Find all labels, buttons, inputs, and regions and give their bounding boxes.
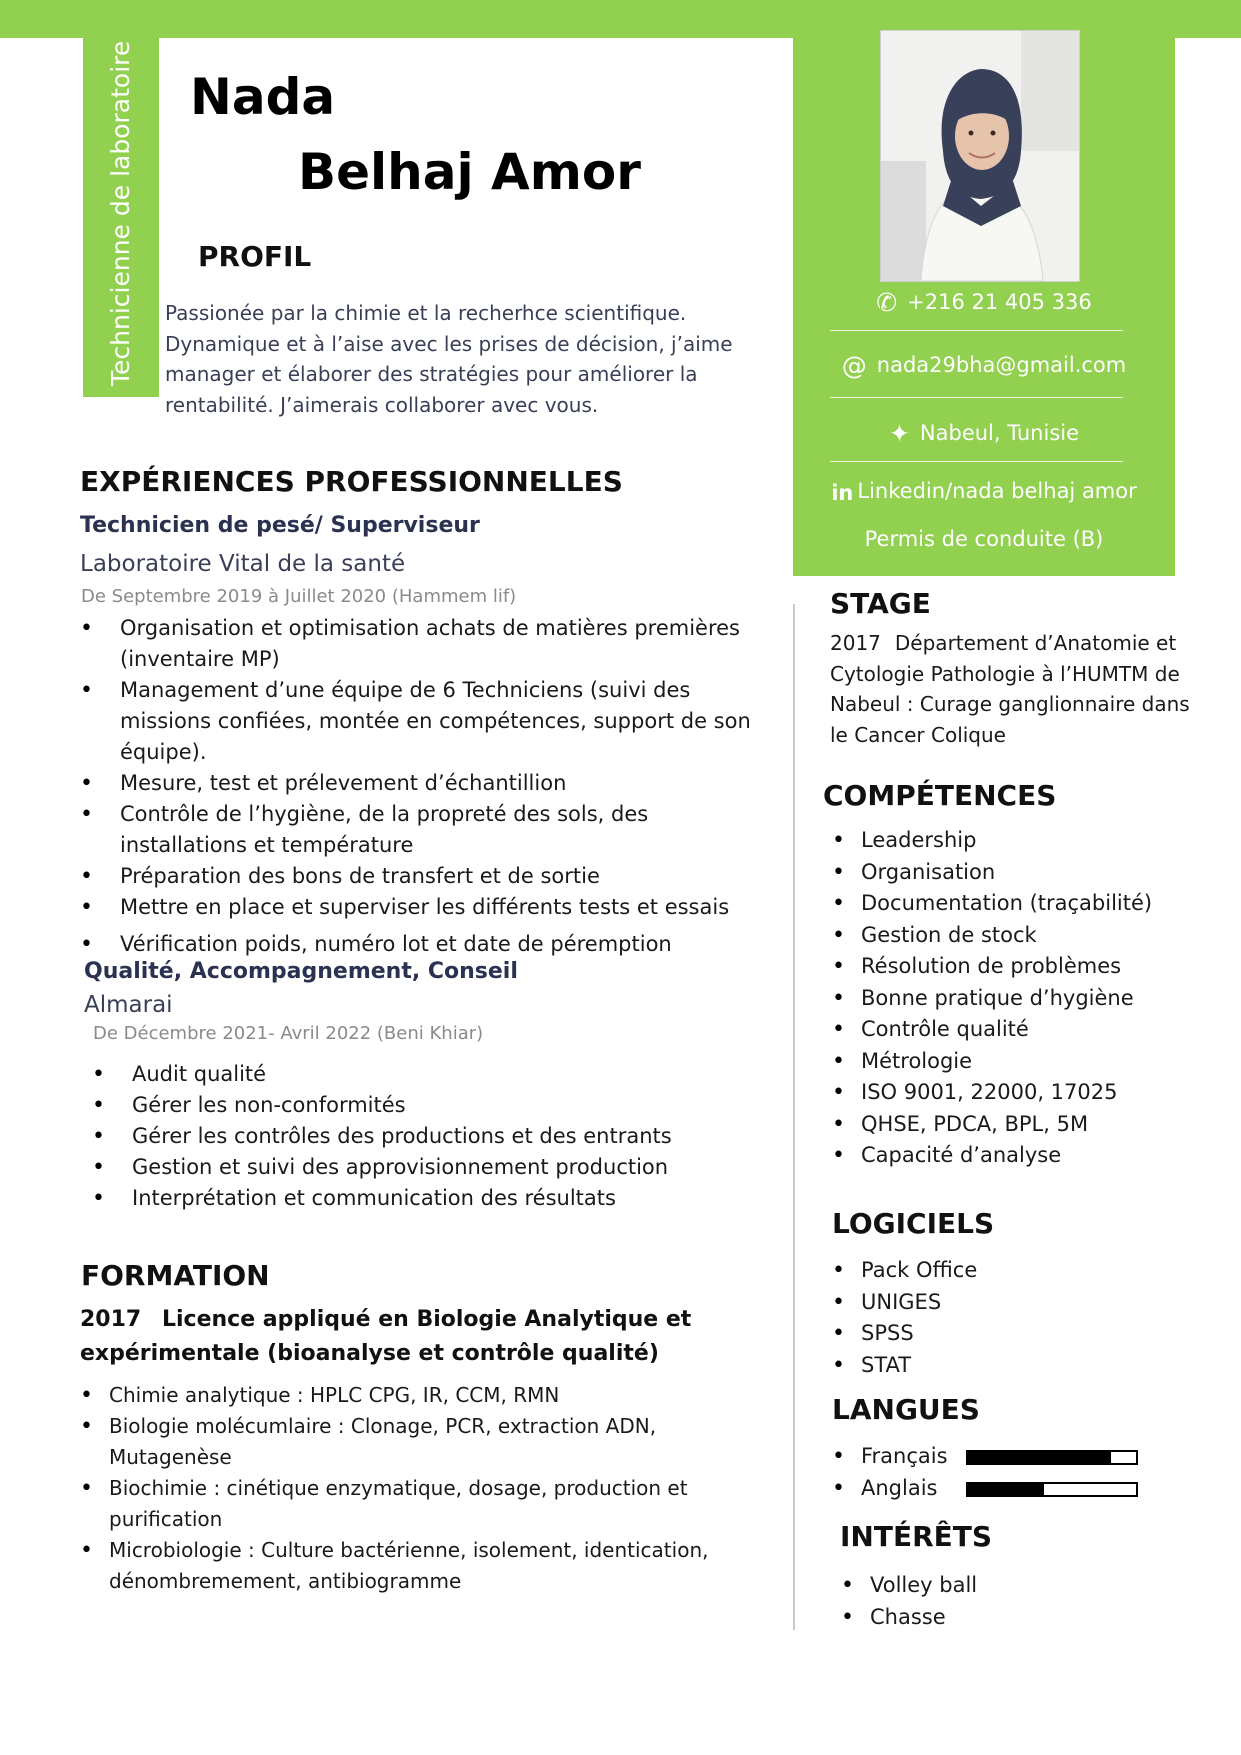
list-item: • UNIGES xyxy=(832,1287,1222,1319)
language-name: • Anglais xyxy=(832,1473,962,1505)
contact-email[interactable] xyxy=(793,351,1175,380)
divider xyxy=(830,397,1123,398)
profile-summary: Passionée par la chimie et la recherhce scientifique. Dynamique et à l’aise avec les prises de décision, j’aime manager et élaborer des stratégies pour améliorer la rentabilité. J’aimerais collaborer avec vous. xyxy=(165,301,733,417)
langues-list xyxy=(832,1441,962,1504)
list-item: • Leadership xyxy=(832,825,1222,857)
list-item: • Bonne pratique d’hygiène xyxy=(832,983,1222,1015)
list-item: • Documentation (traçabilité) xyxy=(832,888,1222,920)
portrait-illustration xyxy=(881,31,1079,281)
logiciels-list xyxy=(832,1255,1222,1381)
degree-title: Licence appliqué en Biologie Analytique et expérimentale (bioanalyse et contrôle qualité) xyxy=(80,1307,692,1366)
list-item: • Gestion et suivi des approvisionnement production xyxy=(92,1152,782,1183)
formation-year: 2017 xyxy=(80,1307,142,1332)
location-text: Nabeul, Tunisie xyxy=(919,421,1080,445)
contact-location xyxy=(793,419,1175,448)
list-item: • Microbiologie : Culture bactérienne, isolement, identication, dénombremement, antibiogramme xyxy=(80,1535,780,1597)
competences-heading: COMPÉTENCES xyxy=(823,779,1057,812)
job-role: Technicienne de laboratoire xyxy=(106,40,135,386)
divider xyxy=(830,461,1123,462)
list-item: • Métrologie xyxy=(832,1046,1222,1078)
list-item: • Mesure, test et prélevement d’échantillion xyxy=(80,768,780,799)
linkedin-icon: in xyxy=(831,481,854,505)
divider xyxy=(830,330,1123,331)
list-item: • Management d’une équipe de 6 Techniciens (suivi des missions confiées, montée en compétences, support de son équipe). xyxy=(80,675,780,768)
formation-heading: FORMATION xyxy=(81,1259,270,1292)
first-name: Nada xyxy=(190,68,336,126)
phone-number: +216 21 405 336 xyxy=(907,290,1092,314)
experience-heading: EXPÉRIENCES PROFESSIONNELLES xyxy=(80,465,623,498)
list-item: • Organisation et optimisation achats de matières premières (inventaire MP) xyxy=(80,613,780,675)
company-name: Laboratoire Vital de la santé xyxy=(80,551,406,577)
company-name: Almarai xyxy=(84,992,173,1018)
formation-subjects-list xyxy=(80,1380,780,1597)
list-item: • Biochimie : cinétique enzymatique, dosage, production et purification xyxy=(80,1473,780,1535)
language-name: • Français xyxy=(832,1441,962,1473)
list-item: • Contrôle de l’hygiène, de la propreté des sols, des installations et température xyxy=(80,799,780,861)
list-item: • SPSS xyxy=(832,1318,1222,1350)
linkedin-text: Linkedin/nada belhaj amor xyxy=(857,479,1137,503)
list-item: • Vérification poids, numéro lot et date de péremption xyxy=(80,929,780,960)
stage-text: Département d’Anatomie et Cytologie Pathologie à l’HUMTM de Nabeul : Curage ganglionnaire dans le Cancer Colique xyxy=(830,631,1190,747)
driving-license: Permis de conduite (B) xyxy=(864,527,1104,551)
competences-list xyxy=(832,825,1222,1172)
last-name: Belhaj Amor xyxy=(298,143,641,201)
language-level-bar xyxy=(966,1482,1138,1497)
list-item: • Chasse xyxy=(841,1602,1221,1634)
list-item: • Mettre en place et superviser les différents tests et essais xyxy=(80,892,780,923)
list-item: • Résolution de problèmes xyxy=(832,951,1222,983)
list-item: • Audit qualité xyxy=(92,1059,782,1090)
list-item: • Chimie analytique : HPLC CPG, IR, CCM, RMN xyxy=(80,1380,780,1411)
column-divider xyxy=(793,604,795,1630)
stage-description xyxy=(830,628,1200,750)
language-level-fill xyxy=(968,1452,1111,1463)
job-title: Qualité, Accompagnement, Conseil xyxy=(84,959,518,984)
interets-list xyxy=(841,1570,1221,1633)
language-level-bar xyxy=(966,1450,1138,1465)
job-tasks-list xyxy=(80,613,780,960)
formation-degree xyxy=(80,1303,780,1371)
list-item: • Contrôle qualité xyxy=(832,1014,1222,1046)
email-address: nada29bha@gmail.com xyxy=(876,353,1127,377)
profile-heading: PROFIL xyxy=(198,240,312,273)
langues-heading: LANGUES xyxy=(832,1393,980,1426)
list-item: • ISO 9001, 22000, 17025 xyxy=(832,1077,1222,1109)
list-item: • Gérer les non-conformités xyxy=(92,1090,782,1121)
logiciels-heading: LOGICIELS xyxy=(832,1207,995,1240)
interets-heading: INTÉRÊTS xyxy=(840,1520,993,1553)
list-item: • STAT xyxy=(832,1350,1222,1382)
list-item: • Volley ball xyxy=(841,1570,1221,1602)
list-item: • Capacité d’analyse xyxy=(832,1140,1222,1172)
list-item: • Pack Office xyxy=(832,1255,1222,1287)
stage-year: 2017 xyxy=(830,631,881,655)
list-item: • Gérer les contrôles des productions et des entrants xyxy=(92,1121,782,1152)
language-level-fill xyxy=(968,1484,1044,1495)
job-title: Technicien de pesé/ Superviseur xyxy=(80,513,480,538)
list-item: • Organisation xyxy=(832,857,1222,889)
list-item: • Gestion de stock xyxy=(832,920,1222,952)
list-item: • Préparation des bons de transfert et de sortie xyxy=(80,861,780,892)
pin-icon: ✦ xyxy=(888,419,910,448)
list-item: • Interprétation et communication des résultats xyxy=(92,1183,782,1214)
profile-photo xyxy=(880,30,1080,282)
at-icon: @ xyxy=(841,351,867,380)
job-dates: De Décembre 2021- Avril 2022 (Beni Khiar) xyxy=(93,1023,484,1044)
phone-icon: ✆ xyxy=(876,288,898,317)
stage-heading: STAGE xyxy=(830,587,931,620)
job-dates: De Septembre 2019 à Juillet 2020 (Hammem lif) xyxy=(81,586,517,607)
job-tasks-list xyxy=(92,1059,782,1214)
contact-phone[interactable] xyxy=(793,288,1175,317)
contact-linkedin[interactable] xyxy=(793,479,1175,505)
list-item: • Biologie molécumlaire : Clonage, PCR, extraction ADN, Mutagenèse xyxy=(80,1411,780,1473)
list-item: • QHSE, PDCA, BPL, 5M xyxy=(832,1109,1222,1141)
